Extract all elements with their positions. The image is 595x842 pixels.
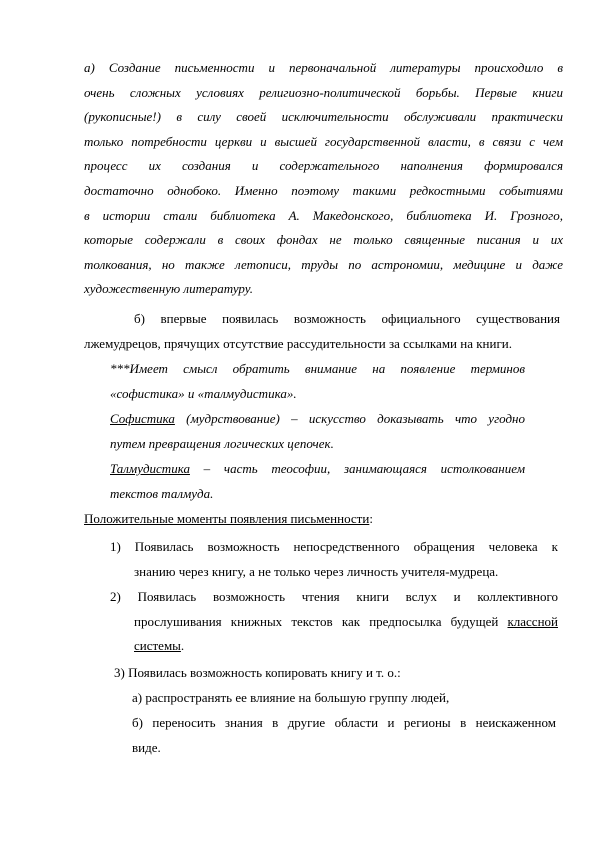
classroom-term: классной bbox=[507, 613, 558, 629]
list-item-2-line2-text: прослушивания книжных текстов как предпосылка будущей bbox=[134, 613, 508, 629]
list-item-2-line2 bbox=[110, 610, 558, 635]
list-item-3-sub-a bbox=[132, 686, 558, 711]
sophistics-def-part1: (мудрствование) – искусство доказывать что угодно bbox=[174, 411, 525, 426]
list-item-2 bbox=[110, 585, 558, 659]
paragraph-a-line: очень сложных условиях религиозно-политической борьбы. Первые книги bbox=[84, 84, 563, 100]
terms-note-line: ***Имеет смысл обратить внимание на появление терминов bbox=[110, 361, 525, 376]
terms-note-line: «софистика» и «талмудистика». bbox=[110, 385, 297, 401]
paragraph-a bbox=[84, 56, 563, 302]
list-item-1-line1: 1) Появилась возможность непосредственного обращения человека к bbox=[110, 539, 558, 554]
list-item-3-text: 3) Появилась возможность копировать книгу и т. о.: bbox=[114, 665, 401, 680]
talmudistics-line bbox=[110, 457, 525, 482]
sophistics-def-part2: путем превращения логических цепочек. bbox=[110, 435, 334, 451]
positive-moments-heading bbox=[84, 507, 524, 532]
list-item-3-sub-a-text: а) распространять ее влияние на большую группу людей, bbox=[132, 690, 450, 705]
paragraph-a-line: в истории стали библиотека А. Македонского, библиотека И. Грозного, bbox=[84, 207, 563, 223]
talmudistics-def-part2: текстов талмуда. bbox=[110, 485, 214, 501]
paragraph-a-line: только потребности церкви и высшей государственной власти, в связи с чем bbox=[84, 133, 563, 149]
list-item-3-sub-b-line1: б) переносить знания в другие области и регионы в неискаженном bbox=[132, 715, 556, 730]
paragraph-a-line: достаточно однобоко. Именно поэтому такими редкостными событиями bbox=[84, 182, 563, 198]
sophistics-line bbox=[110, 407, 525, 432]
paragraph-a-line: процесс их создания и содержательного наполнения формировался bbox=[84, 158, 563, 174]
positive-moments-title: Положительные моменты появления письменности bbox=[84, 511, 370, 526]
terms-note bbox=[110, 357, 525, 406]
paragraph-a-line: которые содержали в своих фондах не только священные писания и их bbox=[84, 232, 563, 248]
talmudistics-definition bbox=[110, 457, 525, 506]
sophistics-term: Софистика bbox=[110, 411, 175, 426]
list-item-3-sub-b-line2: виде. bbox=[132, 739, 161, 755]
list-item-2-line3 bbox=[110, 634, 558, 659]
heading-colon: : bbox=[369, 511, 373, 526]
list-item-1-line2: знанию через книгу, а не только через личность учителя-мудреца. bbox=[134, 563, 499, 579]
paragraph-a-line: а) Создание письменности и первоначальной литературы происходило в bbox=[84, 60, 563, 75]
list-item-3-sub-b bbox=[132, 711, 556, 760]
list-item-3 bbox=[114, 661, 558, 686]
paragraph-b-line: б) впервые появилась возможность официального существования bbox=[134, 311, 560, 326]
list-item-1 bbox=[110, 535, 558, 584]
list-item-2-period: . bbox=[180, 638, 185, 654]
paragraph-a-line: (рукописные!) в силу своей исключительности обслуживали практически bbox=[84, 109, 563, 125]
paragraph-b bbox=[84, 307, 560, 356]
talmudistics-term: Талмудистика bbox=[110, 461, 190, 476]
talmudistics-def-part1: – часть теософии, занимающаяся истолкованием bbox=[189, 461, 525, 476]
paragraph-b-line: лжемудрецов, прячущих отсутствие рассудительности за ссылками на книги. bbox=[84, 335, 513, 351]
paragraph-a-line: художественную литературу. bbox=[84, 281, 253, 297]
sophistics-definition bbox=[110, 407, 525, 456]
list-item-2-line1: 2) Появилась возможность чтения книги вслух и коллективного bbox=[110, 589, 558, 604]
system-term: системы bbox=[134, 638, 181, 654]
paragraph-a-line: толкования, но также летописи, труды по астрономии, медицине и даже bbox=[84, 256, 563, 272]
